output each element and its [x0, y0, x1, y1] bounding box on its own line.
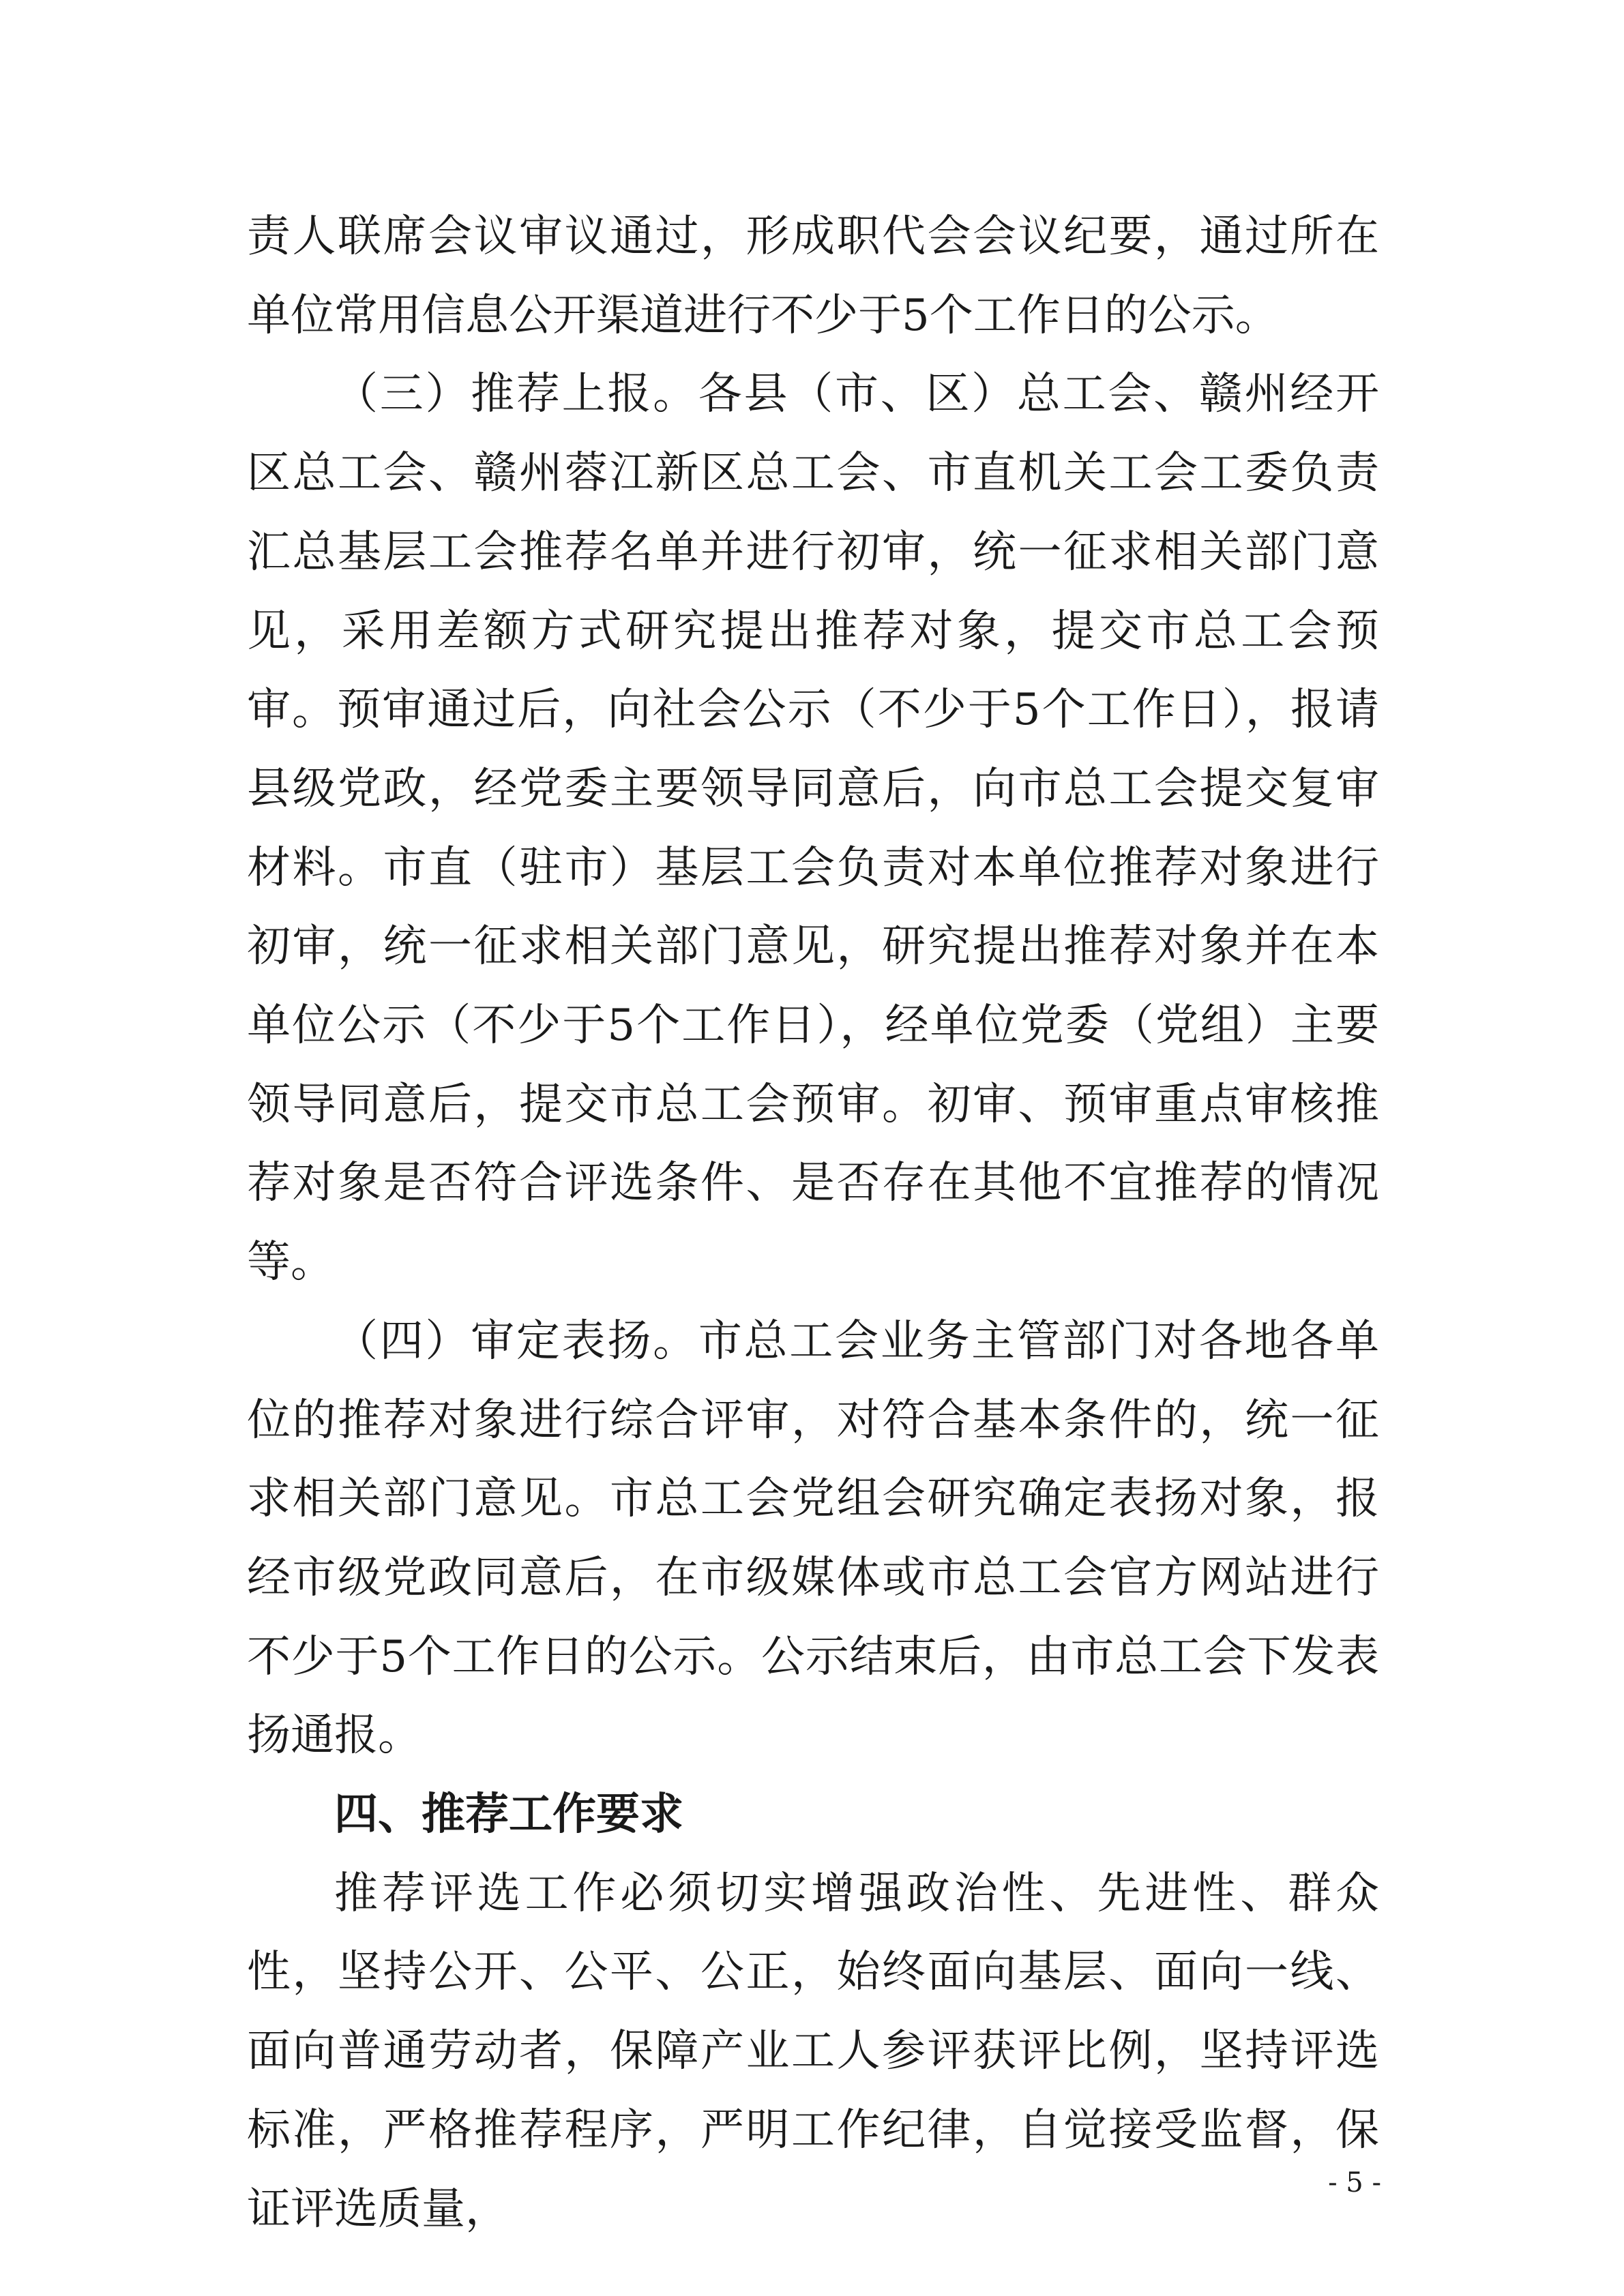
paragraph-recommend-report: （三）推荐上报。各县（市、区）总工会、赣州经开区总工会、赣州蓉江新区总工会、市直机关工会工委负责汇总基层工会推荐名单并进行初审，统一征求相关部门意见，采用差额方式研究提出推荐对象，提交市总工会预审。预审通过后，向社会公示（不少于5个工作日），报请县级党政，经党委主要领导同意后，向市总工会提交复审材料。市直（驻市）基层工会负责对本单位推荐对象进行初审，统一征求相关部门意见，研究提出推荐对象并在本单位公示（不少于5个工作日），经单位党委（党组）主要领导同意后，提交市总工会预审。初审、预审重点审核推荐对象是否符合评选条件、是否存在其他不宜推荐的情况等。 — [247, 369, 1379, 1288]
body-text — [247, 198, 1379, 2249]
paragraph-requirements: 推荐评选工作必须切实增强政治性、先进性、群众性，坚持公开、公平、公正，始终面向基层、面向一线、面向普通劳动者，保障产业工人参评获评比例，坚持评选标准，严格推荐程序，严明工作纪律，自觉接受监督，保证评选质量， — [247, 1868, 1379, 2235]
paragraph-review-commend: （四）审定表扬。市总工会业务主管部门对各地各单位的推荐对象进行综合评审，对符合基本条件的，统一征求相关部门意见。市总工会党组会研究确定表扬对象，报经市级党政同意后，在市级媒体或市总工会官方网站进行不少于5个工作日的公示。公示结束后，由市总工会下发表扬通报。 — [247, 1315, 1379, 1761]
paragraph-continuation: 责人联席会议审议通过，形成职代会会议纪要，通过所在单位常用信息公开渠道进行不少于5个工作日的公示。 — [247, 211, 1379, 341]
page-number: - 5 - — [1328, 2167, 1381, 2198]
section-heading: 四、推荐工作要求 — [334, 1789, 683, 1840]
